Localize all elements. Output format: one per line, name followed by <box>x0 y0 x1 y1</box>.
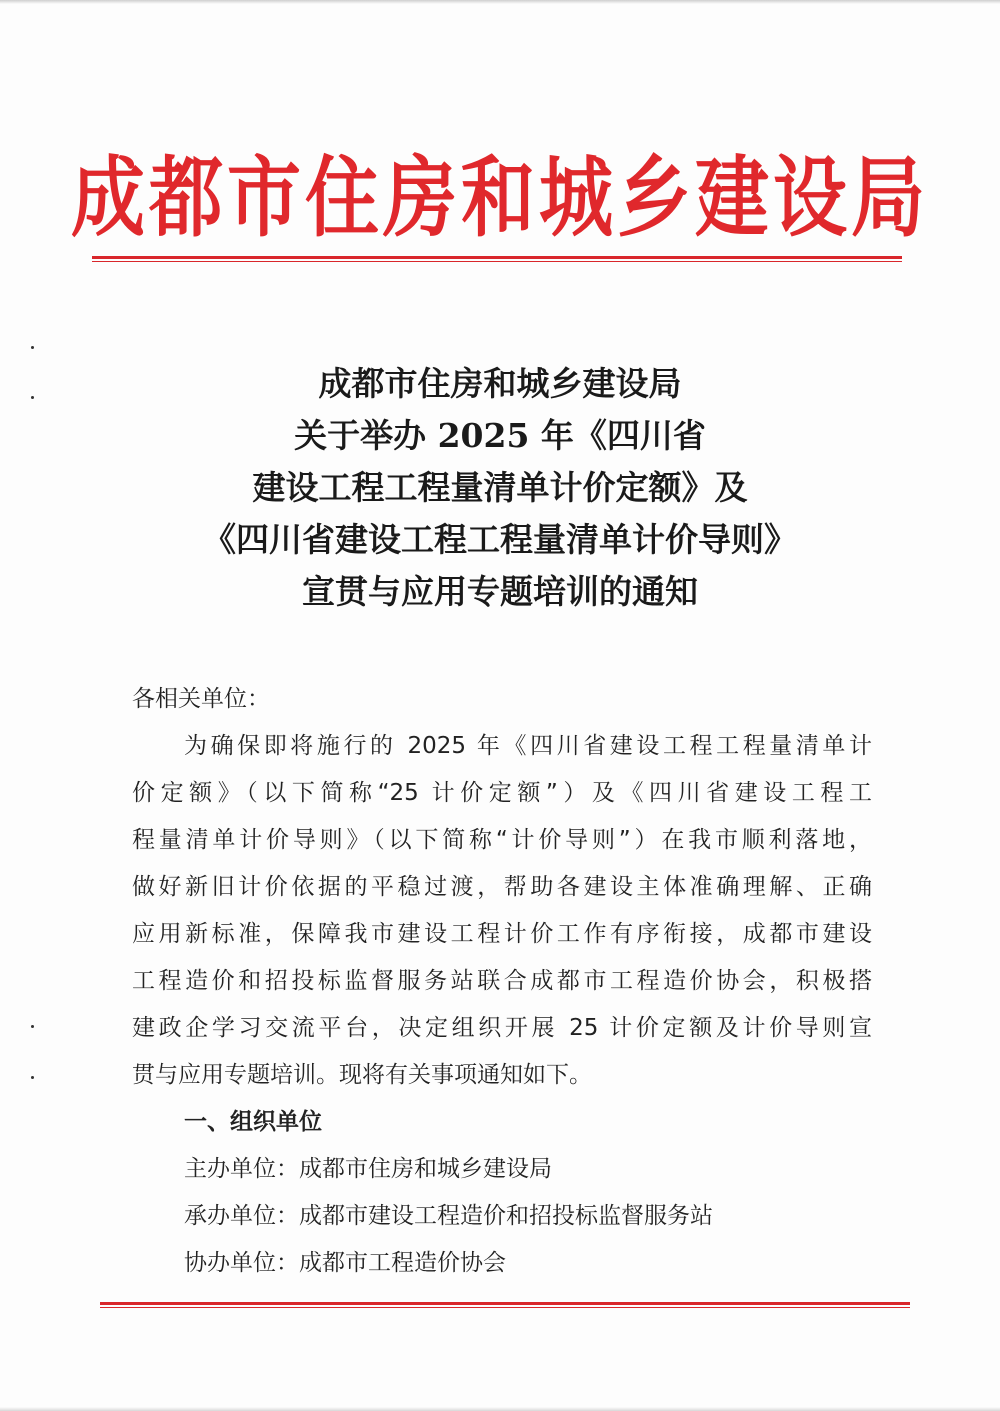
footer-rule-thin <box>100 1307 910 1308</box>
unit-line: 承办单位：成都市建设工程造价和招投标监督服务站 <box>184 1203 713 1229</box>
title-line: 关于举办 2025 年《四川省 <box>294 416 706 455</box>
section-heading: 一、组织单位 <box>184 1109 322 1135</box>
masthead: 成都市住房和城乡建设局 <box>71 147 929 250</box>
masthead-rule <box>92 256 902 259</box>
scan-edge-bottom <box>0 1407 1000 1411</box>
paragraph-line: 为确保即将施行的 2025 年《四川省建设工程工程量清单计 <box>184 733 872 759</box>
paragraph-line: 贯与应用专题培训。现将有关事项通知如下。 <box>132 1062 592 1088</box>
title-line: 宣贯与应用专题培训的通知 <box>302 572 698 611</box>
scan-edge-top <box>0 0 1000 4</box>
title-line: 成都市住房和城乡建设局 <box>318 364 682 403</box>
scan-speck <box>31 1076 34 1079</box>
title-line: 建设工程工程量清单计价定额》及 <box>252 468 748 507</box>
paragraph-line: 价定额》（以下简称“25 计价定额”）及《四川省建设工程工 <box>132 780 872 806</box>
title-line: 《四川省建设工程工程量清单计价导则》 <box>203 520 797 559</box>
masthead-rule-thin <box>92 261 902 262</box>
paragraph-line: 建政企学习交流平台，决定组织开展 25 计价定额及计价导则宣 <box>132 1015 872 1041</box>
scan-speck <box>31 346 34 349</box>
scan-speck <box>31 1025 34 1028</box>
paragraph-line: 工程造价和招投标监督服务站联合成都市工程造价协会，积极搭 <box>132 968 872 994</box>
paragraph-line: 做好新旧计价依据的平稳过渡，帮助各建设主体准确理解、正确 <box>132 874 872 900</box>
document-body <box>132 676 872 1287</box>
paragraph-line: 应用新标准，保障我市建设工程计价工作有序衔接，成都市建设 <box>132 921 872 947</box>
unit-line: 协办单位：成都市工程造价协会 <box>184 1250 506 1276</box>
unit-line: 主办单位：成都市住房和城乡建设局 <box>184 1156 552 1182</box>
paragraph-line: 程量清单计价导则》（以下简称“计价导则”）在我市顺利落地， <box>132 827 872 853</box>
document-title <box>60 358 940 618</box>
scan-speck <box>31 396 34 399</box>
footer-rule <box>100 1302 910 1305</box>
salutation: 各相关单位： <box>132 686 270 712</box>
